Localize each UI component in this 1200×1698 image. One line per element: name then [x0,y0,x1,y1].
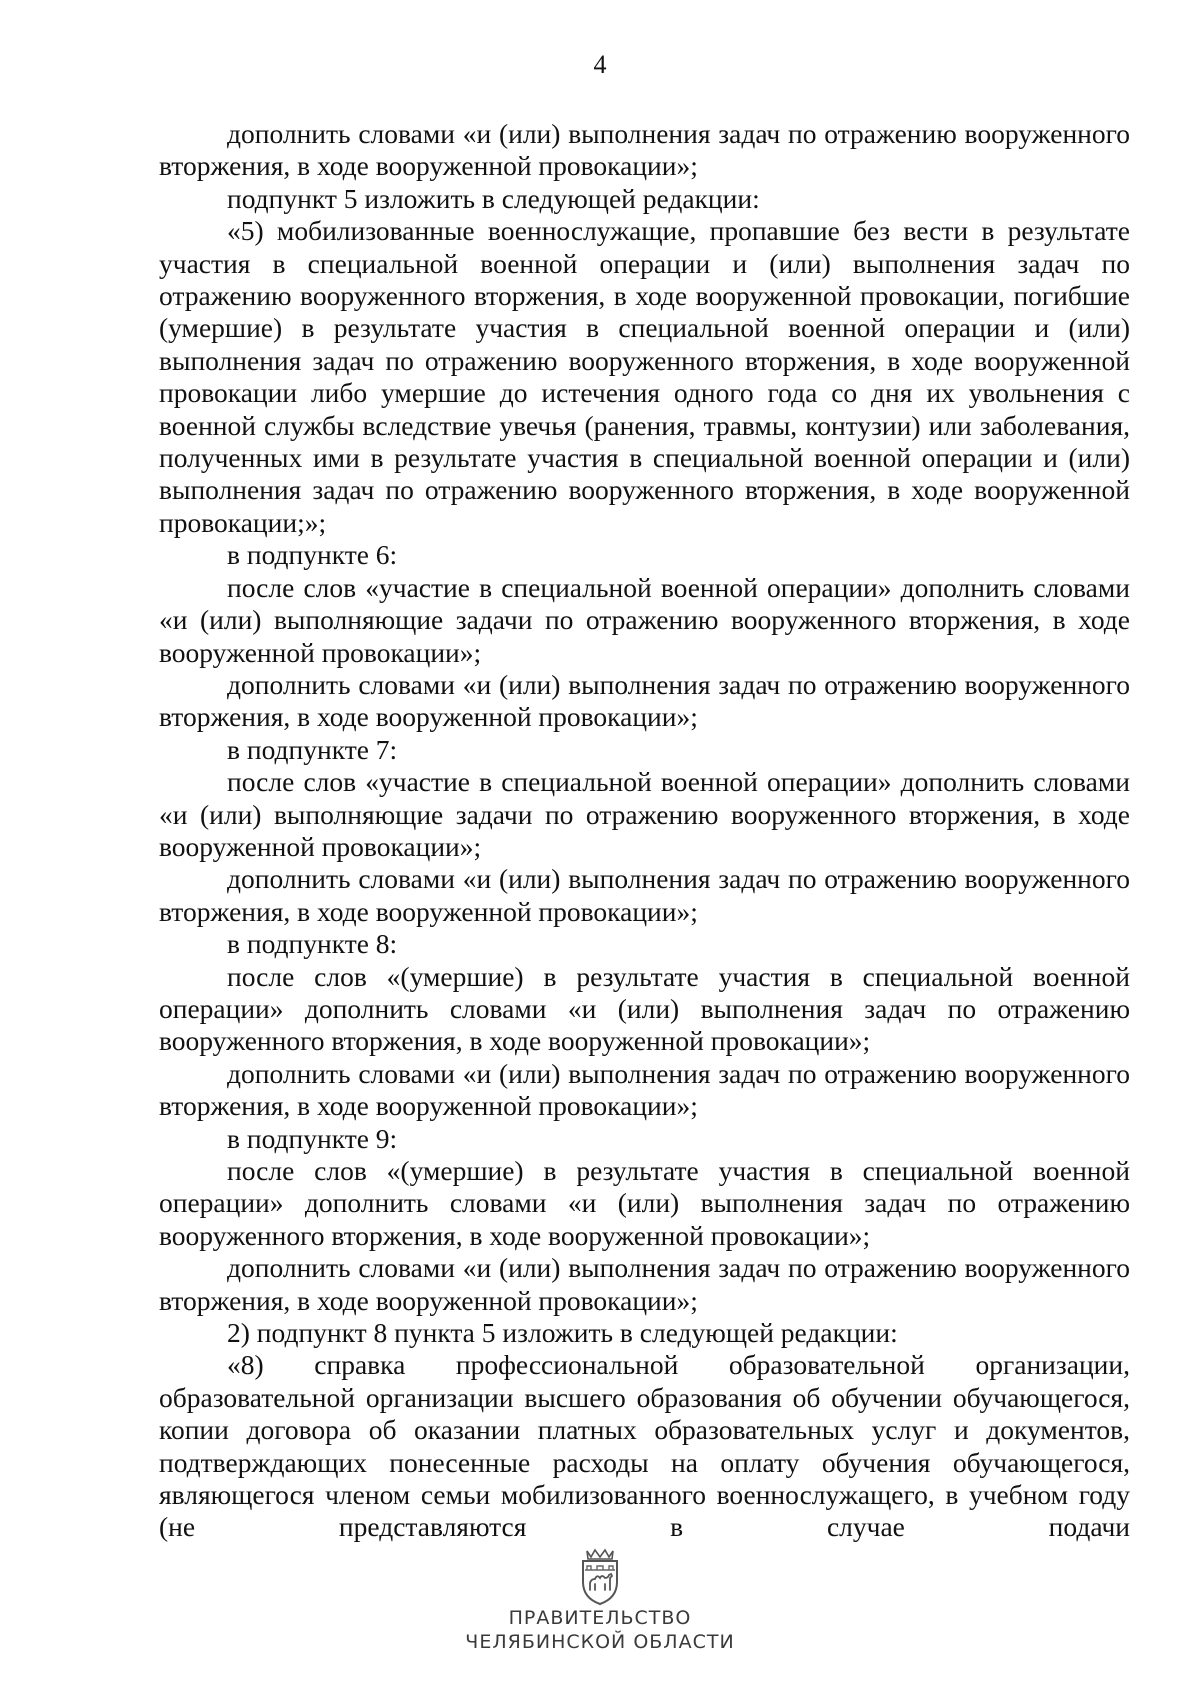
government-name-line2: ЧЕЛЯБИНСКОЙ ОБЛАСТИ [465,1631,735,1653]
paragraph: в подпункте 6: [227,539,398,571]
paragraph: дополнить словами «и (или) выполнения задач по отражению вооруженного вторжения, в ходе вооруженной провокации»; [159,863,1130,927]
government-name-line1: ПРАВИТЕЛЬСТВО [508,1607,692,1629]
paragraph: дополнить словами «и (или) выполнения задач по отражению вооруженного вторжения, в ходе вооруженной провокации»; [159,1252,1130,1316]
paragraph: после слов «(умершие) в результате участия в специальной военной операции» дополнить словами «и (или) выполнения задач по отражению вооруженного вторжения, в ходе вооруженной провокации»; [159,1155,1130,1251]
paragraph: дополнить словами «и (или) выполнения задач по отражению вооруженного вторжения, в ходе вооруженной провокации»; [159,668,1130,733]
paragraph: после слов «(умершие) в результате участия в специальной военной операции» дополнить словами «и (или) выполнения задач по отражению вооруженного вторжения, в ходе вооруженной провокации»; [159,960,1130,1057]
paragraph: дополнить словами «и (или) выполнения задач по отражению вооруженного вторжения, в ходе вооруженной провокации»; [159,118,1130,182]
paragraph: после слов «участие в специальной военной операции» дополнить словами «и (или) выполняющие задачи по отражению вооруженного вторжения, в ходе вооруженной провокации»; [159,571,1130,668]
government-footer [0,1548,1200,1654]
paragraph: «5) мобилизованные военнослужащие, пропавшие без вести в результате участия в специальной военной операции и (или) выполнения задач по отражению вооруженного вторжения, в ходе вооруженной провокации, погибшие (умершие) в результате участия в специальной военной операции и (или) выполнения задач по отражению вооруженного вторжения, в ходе вооруженной провокации либо умершие до истечения одного года со дня их увольнения с военной службы вследствие увечья (ранения, травмы, контузии) или заболевания, полученных ими в результате участия в специальной военной операции и (или) выполнения задач по отражению вооруженного вторжения, в ходе вооруженной провокации;»; [159,215,1130,538]
paragraph: в подпункте 9: [227,1122,398,1154]
paragraph: «8) справка профессиональной образовательной организации, образовательной организации высшего образования об обучении обучающегося, копии договора об оказании платных образовательных услуг и документов, подтверждающих понесенные расходы на оплату обучения обучающегося, являющегося членом семьи мобилизованного военнослужащего, в учебном году (не представляются в случае подачи [159,1349,1130,1543]
paragraph: дополнить словами «и (или) выполнения задач по отражению вооруженного вторжения, в ходе вооруженной провокации»; [159,1057,1130,1122]
paragraph: подпункт 5 изложить в следующей редакции: [227,182,760,214]
chelyabinsk-coat-of-arms-icon [575,1548,625,1606]
paragraph: в подпункте 8: [227,928,398,960]
document-body [159,118,1130,1544]
page-number: 4 [593,50,607,79]
paragraph: в подпункте 7: [227,733,398,765]
paragraph: после слов «участие в специальной военной операции» дополнить словами «и (или) выполняющие задачи по отражению вооруженного вторжения, в ходе вооруженной провокации»; [159,766,1130,862]
paragraph: 2) подпункт 8 пункта 5 изложить в следующей редакции: [227,1317,898,1349]
